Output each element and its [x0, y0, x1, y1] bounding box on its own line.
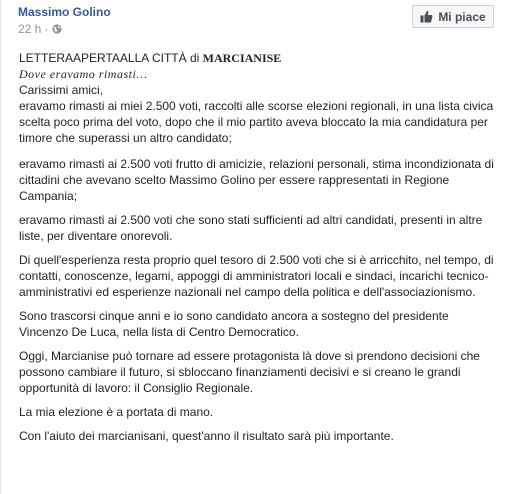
letter-paragraph: eravamo rimasti ai 2.500 voti frutto di amicizie, relazioni personali, stima incondizionata di cittadini che avevano scelto Massimo Golino per essere rappresentati in Regione Campania; — [19, 157, 494, 203]
post-author-link[interactable]: Massimo Golino — [18, 5, 111, 19]
meta-separator: · — [44, 22, 49, 36]
like-page-button[interactable] — [412, 5, 494, 28]
letter-paragraph: eravamo rimasti ai 2.500 voti che sono stati sufficienti ad altri candidati, presenti in altre liste, per diventare onorevoli. — [19, 213, 483, 243]
letter-paragraph: La mia elezione è a portata di mano. — [19, 405, 214, 419]
letter-paragraph: eravamo rimasti ai miei 2.500 voti, raccolti alle scorse elezioni regionali, in una lista civica scelta poco prima del voto, dopo che il mio partito aveva bloccato la mia candidatura per timore che superassi un altro candidato; — [19, 99, 494, 145]
like-button-label: Mi piace — [438, 9, 486, 24]
letter-greeting: Carissimi amici, — [19, 83, 103, 97]
letter-paragraph: Con l'aiuto dei marcianisani, quest'anno il risultato sarà più importante. — [19, 429, 394, 443]
post-timestamp[interactable]: 22 h — [18, 22, 42, 36]
letter-title-prefix: LETTERAAPERTAALLA CITTÀ di — [19, 51, 203, 65]
letter-title — [19, 50, 497, 66]
letter-title-city: MARCIANISE — [202, 51, 282, 65]
thumbs-up-icon — [420, 10, 433, 23]
globe-icon[interactable] — [52, 24, 62, 34]
letter-paragraph: Di quell'esperienza resta proprio quel tesoro di 2.500 voti che si è arricchito, nel tempo, di contatti, conoscenze, legami, appoggi di amministratori locali e sindaci, incarichi tecnico-amministrativi ed esperienze nazionali nel campo della politica e dell'associazionismo. — [19, 253, 494, 299]
post-meta — [18, 22, 62, 36]
letter-paragraph: Oggi, Marcianise può tornare ad essere protagonista là dove si prendono decisioni che possono cambiare il futuro, si sbloccano finanziamenti decisivi e si creano le grandi opportunità di lavoro: il Consiglio Regionale. — [19, 349, 480, 395]
letter-subtitle: Dove eravamo rimasti… — [19, 67, 148, 81]
letter-paragraph: Sono trascorsi cinque anni e io sono candidato ancora a sostegno del presidente Vincenzo De Luca, nella lista di Centro Democratico. — [19, 309, 449, 339]
post-body — [19, 50, 497, 452]
